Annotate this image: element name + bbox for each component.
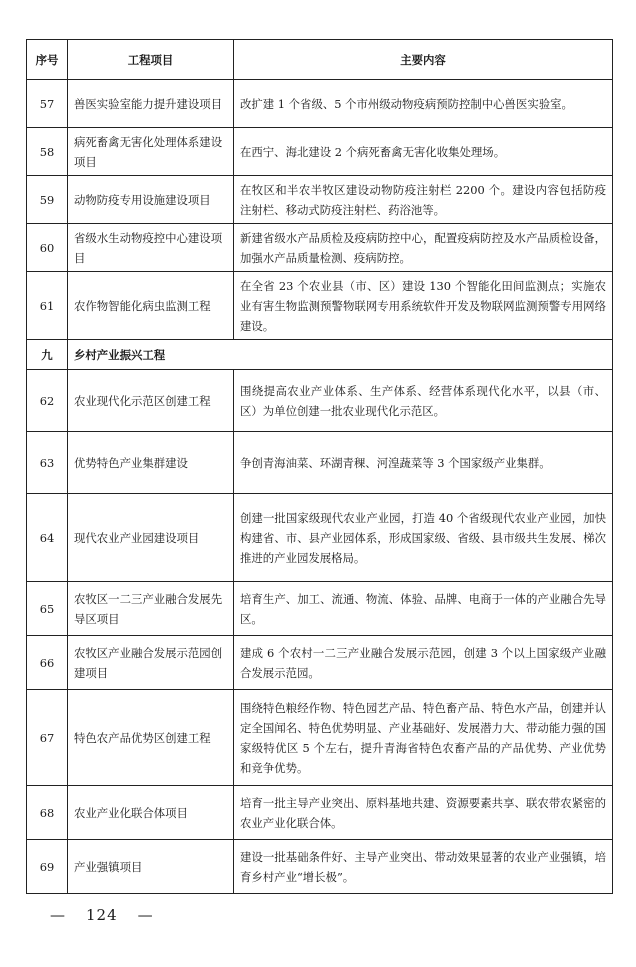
section-title: 乡村产业振兴工程 [68,340,613,370]
table-row [27,176,613,224]
row-number: 63 [27,432,68,494]
row-content: 在西宁、海北建设 2 个病死畜禽无害化收集处理场。 [234,128,613,176]
row-content: 培育一批主导产业突出、原料基地共建、资源要素共享、联农带农紧密的农业产业化联合体。 [234,786,613,840]
row-number: 59 [27,176,68,224]
project-table [26,39,613,894]
row-number: 57 [27,80,68,128]
row-project: 产业强镇项目 [68,840,234,894]
table-row [27,432,613,494]
table-row [27,494,613,582]
row-content: 改扩建 1 个省级、5 个市州级动物疫病预防控制中心兽医实验室。 [234,80,613,128]
row-number: 58 [27,128,68,176]
section-row [27,340,613,370]
row-content: 围绕提高农业产业体系、生产体系、经营体系现代化水平，以县（市、区）为单位创建一批农业现代化示范区。 [234,370,613,432]
row-project: 农牧区产业融合发展示范园创建项目 [68,636,234,690]
row-project: 现代农业产业园建设项目 [68,494,234,582]
row-project: 农业产业化联合体项目 [68,786,234,840]
table-row [27,224,613,272]
row-number: 61 [27,272,68,340]
table-row [27,370,613,432]
footer-dash-right: — [137,906,154,924]
section-number: 九 [27,340,68,370]
header-project: 工程项目 [68,40,234,80]
row-project: 动物防疫专用设施建设项目 [68,176,234,224]
table-row [27,786,613,840]
row-content: 争创青海油菜、环湖青稞、河湟蔬菜等 3 个国家级产业集群。 [234,432,613,494]
header-no: 序号 [27,40,68,80]
row-content: 新建省级水产品质检及疫病防控中心，配置疫病防控及水产品质检设备，加强水产品质量检测、疫病防控。 [234,224,613,272]
row-project: 特色农产品优势区创建工程 [68,690,234,786]
row-number: 65 [27,582,68,636]
row-content: 培育生产、加工、流通、物流、体验、品牌、电商于一体的产业融合先导区。 [234,582,613,636]
row-content: 建成 6 个农村一二三产业融合发展示范园，创建 3 个以上国家级产业融合发展示范园。 [234,636,613,690]
row-content: 创建一批国家级现代农业产业园，打造 40 个省级现代农业产业园，加快构建省、市、县产业园体系，形成国家级、省级、县市级共生发展、梯次推进的产业园发展格局。 [234,494,613,582]
table-row [27,272,613,340]
row-project: 病死畜禽无害化处理体系建设项目 [68,128,234,176]
row-number: 69 [27,840,68,894]
row-content: 在牧区和半农半牧区建设动物防疫注射栏 2200 个。建设内容包括防疫注射栏、移动式防疫注射栏、药浴池等。 [234,176,613,224]
row-number: 62 [27,370,68,432]
row-number: 64 [27,494,68,582]
table-row [27,690,613,786]
footer-dash-left: — [50,906,66,924]
table-row [27,840,613,894]
table-row [27,128,613,176]
row-content: 围绕特色粮经作物、特色园艺产品、特色畜产品、特色水产品，创建并认定全国闻名、特色优势明显、产业基础好、发展潜力大、带动能力强的国家级特优区 5 个左右，提升青海省特色农畜产品的产品优势、产业优势和竞争优势。 [234,690,613,786]
row-number: 68 [27,786,68,840]
table-row [27,80,613,128]
row-project: 农牧区一二三产业融合发展先导区项目 [68,582,234,636]
row-project: 农作物智能化病虫监测工程 [68,272,234,340]
table-row [27,582,613,636]
row-number: 67 [27,690,68,786]
row-project: 优势特色产业集群建设 [68,432,234,494]
table-row [27,636,613,690]
table-header-row [27,40,613,80]
row-number: 60 [27,224,68,272]
row-project: 省级水生动物疫控中心建设项目 [68,224,234,272]
page-footer [40,906,164,924]
header-content: 主要内容 [234,40,613,80]
row-content: 建设一批基础条件好、主导产业突出、带动效果显著的农业产业强镇，培育乡村产业“增长极”。 [234,840,613,894]
row-number: 66 [27,636,68,690]
row-project: 兽医实验室能力提升建设项目 [68,80,234,128]
page-number: 124 [86,906,118,924]
row-content: 在全省 23 个农业县（市、区）建设 130 个智能化田间监测点；实施农业有害生物监测预警物联网专用系统软件开发及物联网监测预警专用网络建设。 [234,272,613,340]
row-project: 农业现代化示范区创建工程 [68,370,234,432]
